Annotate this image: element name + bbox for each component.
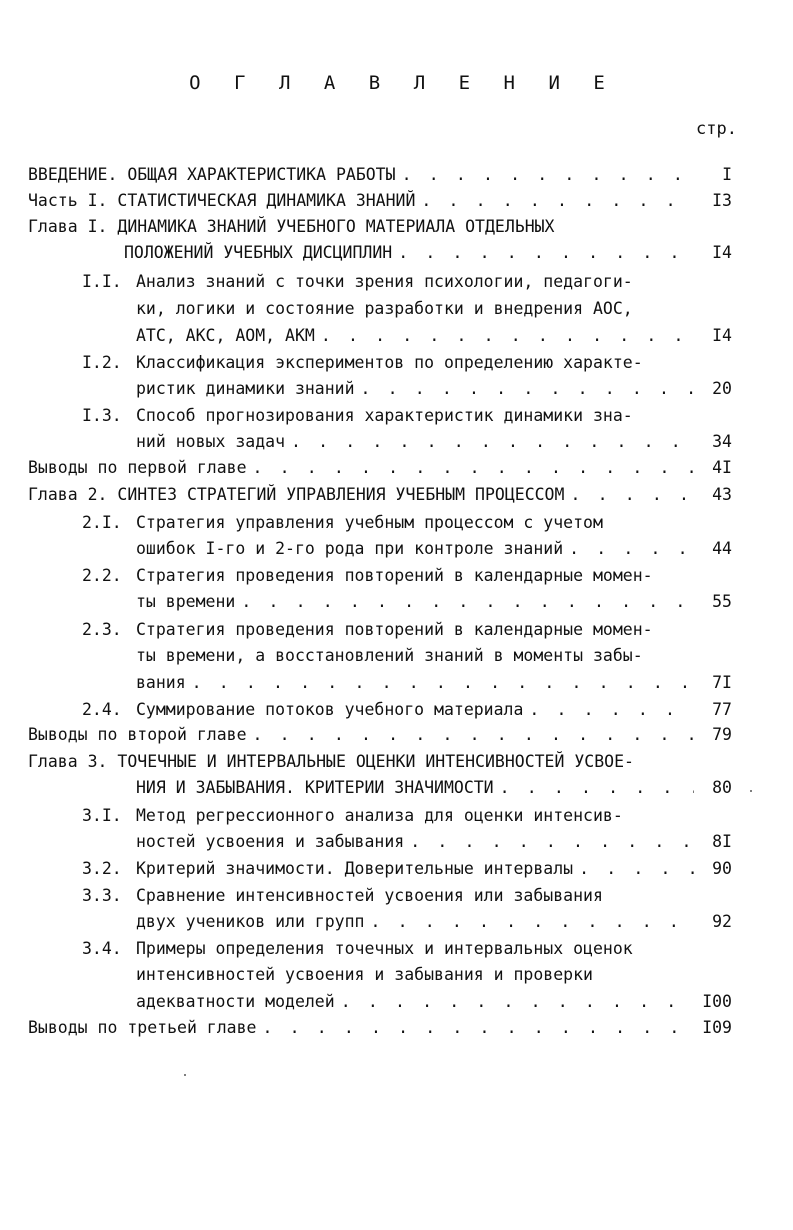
- toc-entry-s33-line2: [136, 909, 732, 935]
- leader-dots: [235, 589, 694, 615]
- toc-entry-text: Стратегия проведения повторений в календарные момен-: [136, 620, 653, 639]
- toc-page-number: I4: [712, 326, 732, 345]
- toc-entry-text: Суммирование потоков учебного материала: [136, 700, 524, 719]
- toc-entry-text: адекватности моделей: [136, 992, 335, 1011]
- leader-dots: [364, 909, 694, 935]
- section-number: I.3.: [82, 406, 122, 425]
- toc-page-number: 7I: [712, 673, 732, 692]
- toc-entry-s21-line1: [136, 510, 732, 536]
- leader-dots: [315, 323, 694, 349]
- toc-entry-ch2: [28, 482, 732, 508]
- toc-entry-text: Выводы по первой главе: [28, 458, 247, 477]
- toc-entry-text: ний новых задач: [136, 432, 286, 451]
- toc-entry-text: ошибок I-го и 2-го рода при контроле знаний: [136, 539, 564, 558]
- toc-entry-text: ВВЕДЕНИЕ. ОБЩАЯ ХАРАКТЕРИСТИКА РАБОТЫ: [28, 165, 396, 184]
- toc-page-number: 4I: [712, 458, 732, 477]
- section-number: I.2.: [82, 353, 122, 372]
- toc-entry-text: ПОЛОЖЕНИЙ УЧЕБНЫХ ДИСЦИПЛИН: [124, 243, 393, 262]
- scan-speck: [750, 790, 752, 792]
- toc-entry-s22-line2: [136, 589, 732, 615]
- toc-page-number: I3: [712, 191, 732, 210]
- leader-dots: [564, 482, 694, 508]
- toc-entry-s31-line1: [136, 803, 732, 829]
- leader-dots: [186, 670, 694, 696]
- toc-entry-text: Глава 3. ТОЧЕЧНЫЕ И ИНТЕРВАЛЬНЫЕ ОЦЕНКИ ИНТЕНСИВНОСТЕЙ УСВОЕ-: [28, 752, 634, 771]
- section-number: 2.2.: [82, 566, 122, 585]
- section-number: 2.3.: [82, 620, 122, 639]
- toc-page-number: 92: [712, 912, 732, 931]
- toc-entry-s11-line1: [136, 269, 732, 295]
- toc-page-number: 44: [712, 539, 732, 558]
- leader-dots: [247, 455, 694, 481]
- toc-entry-text: Классификация экспериментов по определению характе-: [136, 353, 643, 372]
- leader-dots: [573, 856, 694, 882]
- toc-entry-text: Выводы по третьей главе: [28, 1018, 257, 1037]
- section-number: 3.3.: [82, 886, 122, 905]
- toc-entry-s33-line1: [136, 883, 732, 909]
- toc-entry-s34-line1: [136, 936, 732, 962]
- toc-entry-s34-line3: [136, 989, 732, 1015]
- section-number: I.I.: [82, 272, 122, 291]
- toc-page-number: 8I: [712, 832, 732, 851]
- toc-entry-text: ты времени: [136, 592, 236, 611]
- toc-page-number: 34: [712, 432, 732, 451]
- leader-dots: [355, 376, 694, 402]
- toc-entry-s21-line2: [136, 536, 732, 562]
- toc-entry-ch1-line1: [28, 214, 732, 240]
- toc-page-number: 43: [712, 485, 732, 504]
- toc-page-number: 79: [712, 725, 732, 744]
- toc-entry-s13-line2: [136, 429, 732, 455]
- leader-dots: [396, 162, 694, 188]
- toc-entry-concl3: [28, 1015, 732, 1041]
- toc-entry-text: вания: [136, 673, 186, 692]
- toc-entry-text: Стратегия проведения повторений в календарные момен-: [136, 566, 653, 585]
- leader-dots: [335, 989, 694, 1015]
- toc-entry-text: Критерий значимости. Доверительные интервалы: [136, 859, 574, 878]
- toc-page-number: 55: [712, 592, 732, 611]
- page-column-header: стр.: [696, 119, 737, 139]
- toc-entry-s23-line3: [136, 670, 732, 696]
- toc-entry-s22-line1: [136, 563, 732, 589]
- section-number: 3.2.: [82, 859, 122, 878]
- section-number: 3.I.: [82, 806, 122, 825]
- leader-dots: [523, 697, 694, 723]
- page-title: О Г Л А В Л Е Н И Е: [189, 72, 616, 94]
- toc-page-number: I: [722, 165, 732, 184]
- toc-entry-ch1-line2: [124, 240, 732, 266]
- toc-entry-s13-line1: [136, 403, 732, 429]
- toc-page-number: 80: [712, 778, 732, 797]
- toc-entry-text: ты времени, а восстановлений знаний в моменты забы-: [136, 646, 643, 665]
- toc-entry-text: двух учеников или групп: [136, 912, 365, 931]
- toc-entry-part1: [28, 188, 732, 214]
- section-number: 2.4.: [82, 700, 122, 719]
- toc-entry-text: Метод регрессионного анализа для оценки интенсив-: [136, 806, 623, 825]
- leader-dots: [415, 188, 694, 214]
- leader-dots: [247, 722, 694, 748]
- toc-page-number: I09: [702, 1018, 732, 1037]
- toc-entry-s34-line2: [136, 962, 732, 988]
- toc-entry-s12-line2: [136, 376, 732, 402]
- toc-entry-s11-line2: [136, 296, 732, 322]
- toc-entry-text: Примеры определения точечных и интервальных оценок: [136, 939, 633, 958]
- toc-entry-s31-line2: [136, 829, 732, 855]
- toc-entry-s32: [136, 856, 732, 882]
- scan-speck: [184, 1074, 186, 1076]
- toc-entry-text: интенсивностей усвоения и забывания и проверки: [136, 965, 593, 984]
- toc-entry-text: Глава 2. СИНТЕЗ СТРАТЕГИЙ УПРАВЛЕНИЯ УЧЕБНЫМ ПРОЦЕССОМ: [28, 485, 565, 504]
- toc-entry-text: Анализ знаний с точки зрения психологии, педагоги-: [136, 272, 633, 291]
- toc-page-number: I4: [712, 243, 732, 262]
- toc-entry-text: АТС, АКС, АОМ, АКМ: [136, 326, 315, 345]
- toc-entry-text: Часть I. СТАТИСТИЧЕСКАЯ ДИНАМИКА ЗНАНИЙ: [28, 191, 416, 210]
- toc-entry-text: Выводы по второй главе: [28, 725, 247, 744]
- leader-dots: [285, 429, 694, 455]
- toc-entry-text: ристик динамики знаний: [136, 379, 355, 398]
- toc-entry-concl2: [28, 722, 732, 748]
- toc-entry-text: Глава I. ДИНАМИКА ЗНАНИЙ УЧЕБНОГО МАТЕРИАЛА ОТДЕЛЬНЫХ: [28, 217, 555, 236]
- section-number: 3.4.: [82, 939, 122, 958]
- toc-page-number: 20: [712, 379, 732, 398]
- toc-entry-text: ностей усвоения и забывания: [136, 832, 405, 851]
- toc-page-number: 90: [712, 859, 732, 878]
- toc-entry-ch3-line1: [28, 749, 732, 775]
- toc-entry-s23-line1: [136, 617, 732, 643]
- toc-entry-concl1: [28, 455, 732, 481]
- toc-entry-intro: [28, 162, 732, 188]
- toc-entry-text: Стратегия управления учебным процессом с учетом: [136, 513, 603, 532]
- toc-entry-ch3-line2: [136, 775, 732, 801]
- leader-dots: [563, 536, 694, 562]
- leader-dots: [494, 775, 694, 801]
- toc-entry-text: ки, логики и состояние разработки и внедрения АОС,: [136, 299, 633, 318]
- leader-dots: [392, 240, 694, 266]
- leader-dots: [404, 829, 694, 855]
- section-number: 2.I.: [82, 513, 122, 532]
- toc-entry-s11-line3: [136, 323, 732, 349]
- toc-entry-text: Способ прогнозирования характеристик динамики зна-: [136, 406, 633, 425]
- toc-entry-text: Сравнение интенсивностей усвоения или забывания: [136, 886, 603, 905]
- toc-entry-text: НИЯ И ЗАБЫВАНИЯ. КРИТЕРИИ ЗНАЧИМОСТИ: [136, 778, 494, 797]
- toc-entry-s12-line1: [136, 350, 732, 376]
- toc-entry-s23-line2: [136, 643, 732, 669]
- leader-dots: [256, 1015, 694, 1041]
- toc-page-number: I00: [702, 992, 732, 1011]
- toc-page-number: 77: [712, 700, 732, 719]
- toc-entry-s24: [136, 697, 732, 723]
